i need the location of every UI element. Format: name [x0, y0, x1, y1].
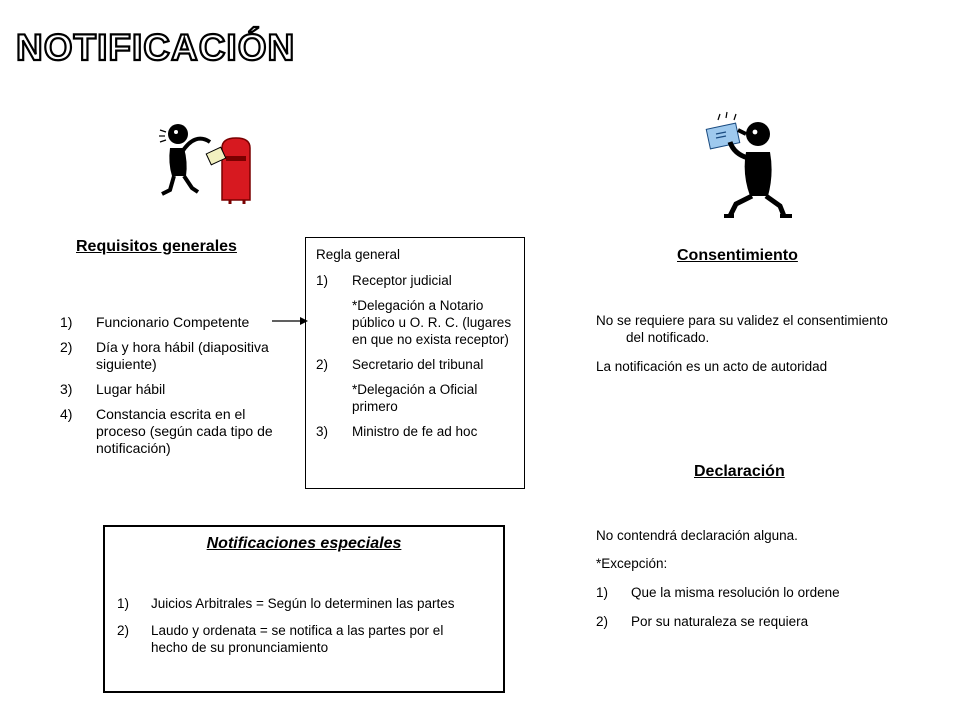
declaracion-para: *Excepción: — [596, 556, 668, 571]
list-item: 3) Lugar hábil — [60, 381, 166, 397]
list-item: 1) Receptor judicial — [316, 273, 452, 288]
list-item: 2) Por su naturaleza se requiera — [596, 614, 809, 629]
list-item: 4) Constancia escrita en el proceso (según cada tipo de notificación) — [60, 406, 273, 456]
list-item: 1) Que la misma resolución lo ordene — [596, 585, 840, 600]
list-item: 2) Secretario del tribunal — [316, 357, 484, 372]
svg-text:NOTIFICACIÓN: NOTIFICACIÓN — [16, 27, 296, 68]
consentimiento-para: La notificación es un acto de autoridad — [596, 359, 828, 374]
declaracion-heading: Declaración — [694, 463, 785, 480]
requisitos-heading: Requisitos generales — [76, 238, 237, 255]
regla-note: *Delegación a Notario público u O. R. C. (lugares en que no exista receptor) — [352, 298, 512, 347]
regla-note: *Delegación a Oficial primero — [352, 382, 478, 414]
person-mailbox-icon — [150, 118, 260, 208]
consentimiento-heading: Consentimiento — [677, 247, 798, 264]
list-item: 2) Día y hora hábil (diapositiva siguiente) — [60, 339, 269, 372]
list-item: 3) Ministro de fe ad hoc — [316, 424, 478, 439]
notificaciones-especiales-box — [103, 525, 505, 693]
consentimiento-para: No se requiere para su validez el consentimiento del notificado. — [596, 313, 888, 345]
list-item: 1) Funcionario Competente — [60, 314, 250, 330]
list-item: 2) Laudo y ordenata = se notifica a las partes por el hecho de su pronunciamiento — [117, 623, 444, 655]
person-letter-icon — [700, 112, 810, 222]
list-item: 1) Juicios Arbitrales = Según lo determinen las partes — [117, 596, 455, 611]
regla-general-box — [305, 237, 525, 489]
requisitos-list — [60, 314, 288, 465]
declaracion-para: No contendrá declaración alguna. — [596, 528, 798, 543]
regla-heading: Regla general — [316, 247, 401, 262]
especiales-heading: Notificaciones especiales — [206, 535, 402, 552]
page-title — [12, 22, 296, 72]
arrow-right-icon — [270, 315, 310, 327]
